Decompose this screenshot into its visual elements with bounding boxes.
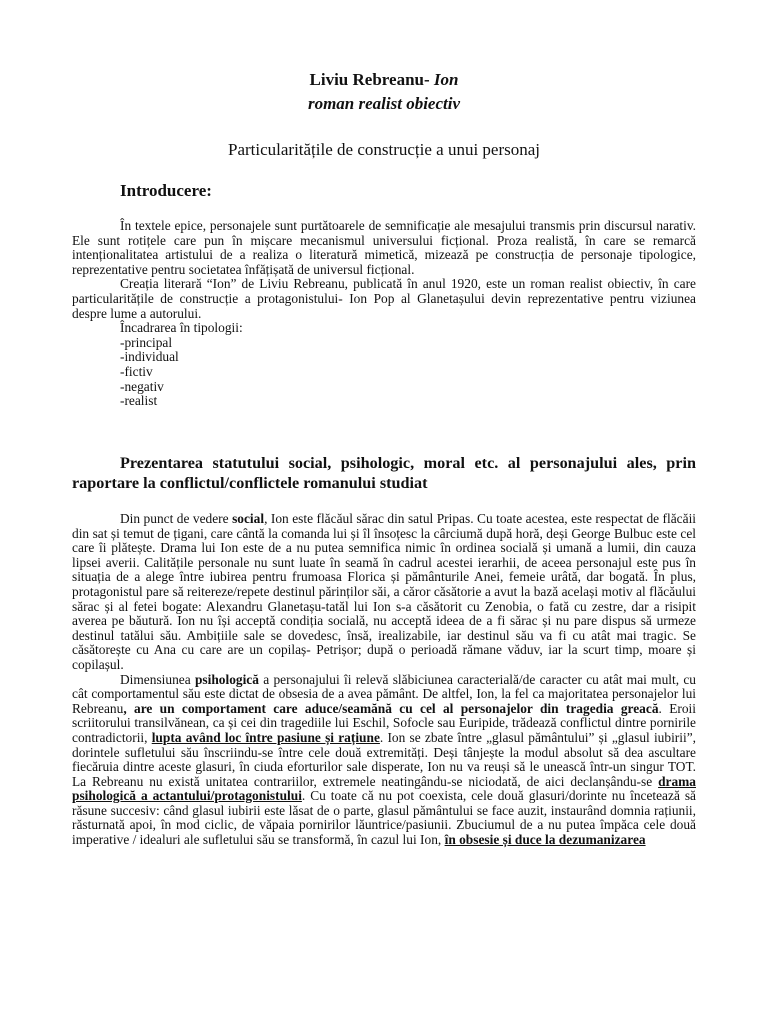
bold-term-psihologica: psihologică — [194, 671, 259, 687]
text-run: . Cu toate că nu pot coexista, cele două glasuri/dorinte nu încetează să răsune succesiv: când glasul iubirii este lăsat de o parte, glasul pământului se face auzit, instaurând domnia rațiunii, răsturnată apoi, în mod ciclic, de văpaia pornirilor lăuntrice/pasiunii. Zbuciumul de a nu putea împăca cele două imperative / idealuri ale sufletului său se transformă, în cazul lui Ion, — [72, 788, 697, 848]
intro-heading: Introducere: — [120, 181, 212, 200]
section-title: Particularitățile de construcție a unui personaj — [227, 140, 541, 159]
psychological-paragraph — [72, 673, 696, 848]
bold-phrase-tragedie: , are un comportament care aduce/seamănă cu cel al personajelor din tragedia greacă — [123, 700, 659, 716]
intro-body — [72, 219, 696, 409]
text-run: . Eroii scriitorului transilvănean, ca și cei din tragediile lui Eschil, Sofocle sau Euripide, trădează conflictul dintre pornirile contradictorii, — [72, 700, 696, 745]
typology-item: -individual — [120, 349, 179, 365]
underlined-phrase-drama-psihologica: drama psihologică a actantului/protagonistului — [72, 773, 696, 804]
typology-list — [120, 321, 696, 409]
typology-item: -negativ — [120, 378, 164, 394]
typology-label: Încadrarea în tipologii: — [120, 320, 243, 336]
bold-term-social: social — [232, 511, 265, 526]
section-2-heading — [72, 453, 696, 493]
text-run: . Ion se zbate între „glasul pământului” și „glasul iubirii”, dorintele sufletului său înscriindu-se între cele două extremități. Deși tânjește la modul absolut să dea ascultare fiecăruia dintre aceste glasuri, în ciuda eforturilor sale disperate, Ion nu va reuși să le unească într-un singur TOT. La Rebreanu nu există unitatea contrariilor, extremele neatingându-se niciodată, de aici declanșându-se — [72, 729, 696, 789]
analysis-body — [72, 512, 696, 848]
text-run: Dimensiunea — [120, 671, 195, 687]
typology-item: -principal — [120, 334, 173, 350]
document-title — [0, 70, 768, 90]
underlined-phrase-pasiune-ratiune: lupta având loc între pasiune și rațiune — [151, 729, 380, 745]
work-title: Ion — [433, 70, 459, 89]
text-run: , Ion este flăcăul sărac din satul Pripas. Cu toate acestea, este respectat de flăcăii din sat și temut de țigani, care cântă la comanda lui și îl însoțesc la cârciumă după horă, deși George Bulbuc este cel care îi plătește. Drama lui Ion este de a nu putea semnifica nimic în ordinea socială și umană a lumii, din cauza lipsei averii. Calitățile personale nu sunt luate în seamă în cadrul acestei ierarhii, de aceea personajul este pus în situația de a alege între iubirea pentru frumoasa Florica și pământurile Anei, femeie urâtă, dar bogată. În plus, protagonistul pare să reitereze/repete destinul părinților săi, a căror căsătorie a avut la bază același motiv al flăcăului sărac și al fetei bogate: Alexandru Glanetașu-tatăl lui Ion s-a căsătorit cu Zenobia, o fată cu zestre, dar a risipit averea pe băutură. Ion nu își acceptă condiția socială, nu acceptă ideea de a fi sărac și nu pare dispus să urmeze destinul tatălui său. Ambițiile sale se dovedesc, însă, irealizabile, iar destinul său va fi cu atât mai tragic. Se căsătorește cu Ana cu care are un copilaș- Petrișor; după o perioadă rămane văduv, iar la scurt timp, moare și copilașul. — [72, 511, 697, 672]
document-subtitle: roman realist obiectiv — [307, 94, 461, 113]
social-paragraph — [72, 512, 696, 673]
underlined-phrase-obsesie: în obsesie și duce la dezumanizarea — [444, 832, 646, 848]
typology-item: -realist — [120, 393, 158, 409]
author-name: Liviu Rebreanu- — [309, 70, 434, 89]
text-run: a personajului îi relevă slăbiciunea caracterială/de caracter cu atât mai mult, cu cât comportamentul său este dictat de obsesia de a avea pământ. De altfel, Ion, la fel ca majoritatea personajelor lui Rebreanu — [72, 671, 696, 716]
section-2-heading-text: Prezentarea statutului social, psihologic, moral etc. al personajului ales, prin raportare la conflictul/conflictele romanului studiat — [72, 454, 696, 492]
typology-item: -fictiv — [120, 363, 153, 379]
intro-paragraph-2: Creația literară “Ion” de Liviu Rebreanu, publicată în anul 1920, este un roman realist obiectiv, în care particularitățile de construcție a protagonistului- Ion Pop al Glanetașului devin reprezentative pentru viziunea despre lume a autorului. — [72, 276, 696, 321]
intro-paragraph-1: În textele epice, personajele sunt purtătoarele de semnificație ale mesajului transmis prin discursul narativ. Ele sunt rotițele care pun în mișcare mecanismul universului ficțional. Proza realistă, în care se remarcă intenționalitatea artistului de a realiza o literatură mimetică, mizează pe construcția de personaje tipologice, reprezentative pentru societatea înfățișată de universul ficțional. — [72, 218, 696, 277]
text-run: Din punct de vedere — [120, 511, 233, 526]
